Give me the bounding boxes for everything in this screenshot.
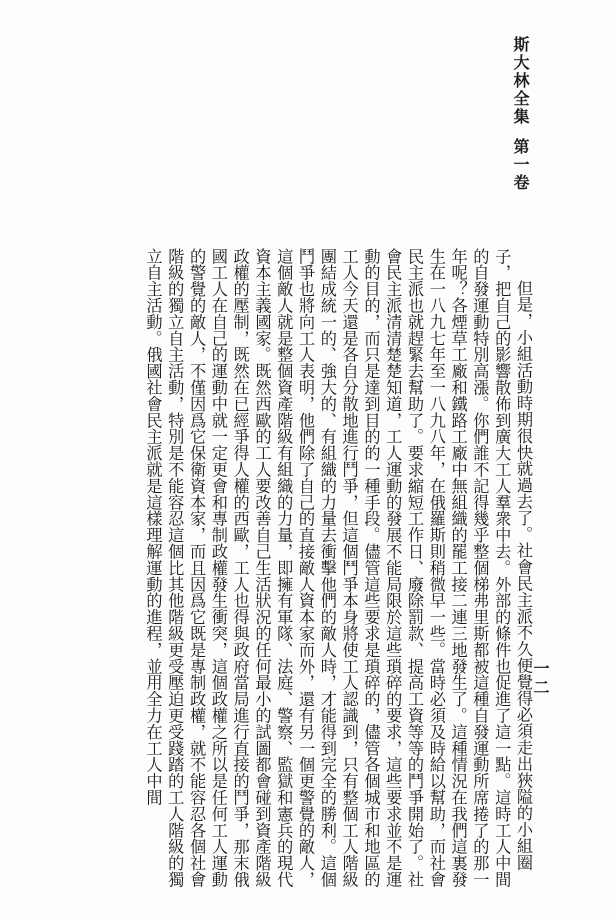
book-title: 斯大林全集: [511, 36, 530, 126]
page-number: 一二: [531, 660, 550, 698]
volume-label: 第一卷: [511, 138, 530, 192]
body-text: [142, 248, 534, 888]
paragraph: 但是，小組活動時期很快就過去了。社會民主派不久便覺得必須走出狹隘的小組圈子，把自己的影響散佈到廣大工人羣衆中去。外部的條件也促進了這一點。這時工人中間的自發運動特別高漲。你們誰不記得幾乎整個梯弗里斯都被這種自發運動所席捲了的那一年呢？各煙草工廠和鐵路工廠中無組織的罷工接二連三地發生了。這種情況在我們這裏發生在一八九七年至一八九八年，在俄羅斯則稍微早一些。當時必須及時給以幫助，而社會民主派也就趕緊去幫助了。要求縮短工作日、廢除罰款、提高工資等等的鬥爭開始了。社會民主派清清楚楚知道，工人運動的發展不能局限於這些瑣碎的要求，這些要求並不是運動的目的，而只是達到目的的一種手段。儘管這些要求是瑣碎的，儘管各個城市和地區的工人今天還是各自分散地進行鬥爭，但這個鬥爭本身將使工人認識到，只有整個工人階級團結成統一的、強大的、有組織的力量去衝擊他們的敵人時，才能得到完全的勝利。這個鬥爭也將向工人表明，他們除了自己的直接敵人資本家而外，還有另一個更警覺的敵人，這個敵人就是整個資產階級有組織的力量，即擁有軍隊、法庭、警察、監獄和憲兵的現代資本主義國家。既然西歐的工人要改善自己生活狀況的任何最小的試圖都會碰到資產階級政權的壓制，既然在已經爭得人權的西歐，工人也得與政府當局進行直接的鬥爭，那末俄國工人在自己的運動中就一定更會和專制政權發生衝突，這個政權之所以是任何工人運動的警覺的敵人，不僅因爲它保衛資本家，而且因爲它既是專制政權，就不能容忍各個社會階級的獨立自主活動，特別是不能容忍這個比其他階級更受壓迫更受踐踏的工人階級的獨立自主活動。俄國社會民主派就是這樣理解運動的進程，並用全力在工人中間: [143, 248, 533, 888]
running-header: [509, 36, 532, 236]
